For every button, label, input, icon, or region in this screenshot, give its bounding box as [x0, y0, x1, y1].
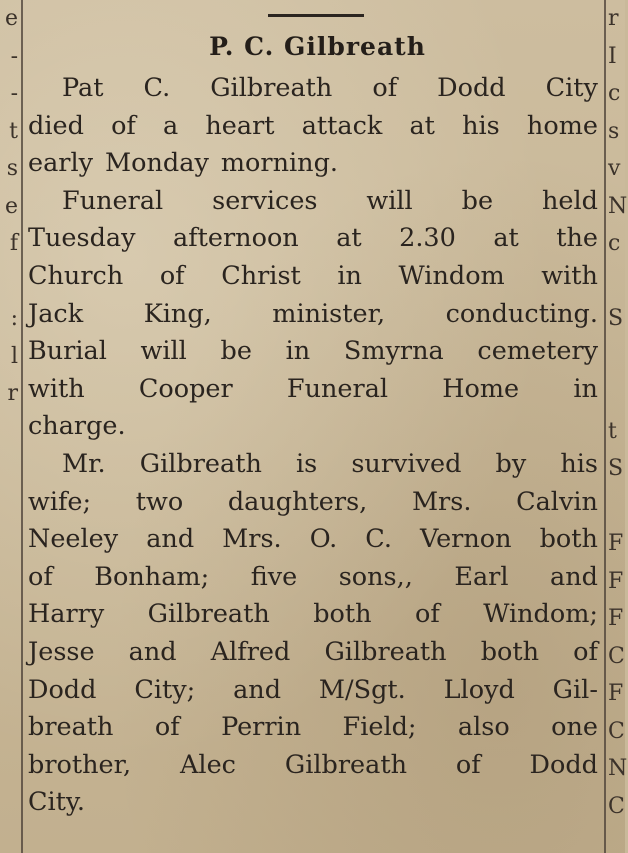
article-line	[28, 333, 598, 371]
article-line	[28, 634, 598, 672]
word: Calvin	[516, 486, 598, 517]
word: Mrs.	[222, 524, 282, 555]
article-line	[28, 296, 598, 334]
word: Funeral	[286, 373, 389, 404]
edge-fragment: -	[10, 81, 18, 106]
edge-fragment: :	[10, 306, 18, 331]
word: in	[337, 260, 362, 291]
word: be	[461, 185, 494, 216]
word: at	[409, 110, 435, 141]
word: two	[135, 486, 184, 517]
word: charge.	[28, 411, 126, 442]
edge-fragment: F	[608, 681, 624, 706]
word: Gilbreath	[139, 448, 262, 479]
edge-fragment: S	[608, 306, 624, 331]
section-divider-rule	[268, 14, 364, 17]
word: be	[220, 336, 252, 367]
article-line	[28, 521, 598, 559]
edge-fragment: c	[608, 81, 621, 106]
word: Gilbreath	[147, 599, 270, 630]
edge-fragment	[0, 600, 18, 638]
article-line	[28, 709, 598, 747]
word: with	[28, 373, 85, 404]
article-line	[28, 596, 598, 634]
adjacent-column-right-fragments	[608, 0, 628, 825]
edge-fragment: I	[608, 43, 617, 69]
obituary-body	[28, 70, 598, 822]
word: and	[233, 674, 282, 705]
article-line	[28, 183, 598, 221]
word: Gilbreath	[284, 749, 407, 780]
word: Alfred	[210, 636, 291, 667]
edge-fragment	[0, 525, 18, 563]
word: Cooper	[138, 373, 233, 404]
article-line	[28, 446, 598, 484]
edge-fragment: F	[608, 531, 624, 556]
word: of	[455, 749, 481, 780]
word: services	[212, 185, 318, 216]
word: conducting.	[445, 298, 598, 329]
word: Lloyd	[443, 674, 515, 705]
word: Church	[28, 260, 124, 291]
word: wife;	[28, 486, 92, 517]
word: Windom;	[483, 599, 598, 630]
word: held	[541, 185, 598, 216]
word: Gilbreath	[324, 636, 447, 667]
word: will	[366, 185, 413, 216]
obituary-heading: P. C. Gilbreath	[209, 32, 426, 61]
word: the	[556, 223, 598, 254]
edge-fragment: F	[608, 568, 624, 594]
word: at	[493, 223, 519, 254]
word: attack	[301, 110, 383, 141]
article-line	[28, 220, 598, 258]
word: daughters,	[227, 486, 368, 517]
edge-fragment	[608, 488, 628, 526]
word: with	[541, 260, 598, 291]
column-rule-right	[604, 0, 606, 853]
word: his	[560, 448, 598, 479]
edge-fragment: t	[608, 418, 617, 444]
edge-fragment: e	[4, 193, 18, 219]
word: of	[159, 260, 185, 291]
edge-fragment: v	[608, 156, 621, 181]
word: will	[140, 336, 187, 367]
word: Alec	[180, 749, 236, 780]
word: of	[154, 712, 180, 743]
word: both	[480, 636, 540, 667]
word: O.	[309, 524, 338, 555]
edge-fragment: s	[6, 156, 18, 181]
word: by	[495, 448, 527, 479]
edge-fragment: C	[608, 793, 625, 819]
edge-fragment	[608, 263, 628, 301]
word: Field;	[342, 712, 417, 743]
word: of	[414, 599, 440, 630]
edge-fragment: -	[10, 43, 18, 69]
edge-fragment	[608, 375, 628, 413]
word: and	[550, 561, 598, 592]
edge-fragment	[0, 563, 18, 601]
edge-fragment	[0, 750, 18, 788]
word: Burial	[28, 336, 107, 367]
word: C.	[365, 524, 392, 555]
word: Gilbreath	[210, 73, 333, 103]
column-rule-left	[21, 0, 23, 853]
word: brother,	[28, 749, 132, 780]
word: Funeral	[62, 185, 164, 216]
edge-fragment: e	[4, 6, 18, 31]
edge-fragment	[0, 675, 18, 713]
word: Mr.	[62, 448, 106, 479]
word: Pat	[62, 73, 104, 103]
article-line	[28, 559, 598, 597]
word: is	[295, 448, 318, 479]
edge-fragment: N	[608, 193, 628, 219]
word: Jack	[28, 298, 84, 329]
word: early	[28, 148, 94, 179]
word: in	[285, 336, 311, 367]
word: Smyrna	[343, 336, 444, 367]
word: Dodd	[437, 73, 506, 103]
word: minister,	[272, 298, 386, 329]
edge-fragment: c	[608, 231, 621, 256]
word: 2.30	[399, 223, 456, 254]
article-line	[28, 371, 598, 409]
article-line	[28, 145, 598, 183]
word: sons,,	[338, 561, 413, 592]
edge-fragment	[608, 338, 628, 376]
word: City	[545, 73, 598, 103]
edge-fragment: N	[608, 756, 628, 781]
article-line	[28, 784, 598, 822]
word: home	[526, 110, 598, 141]
article-line	[28, 108, 598, 146]
word: and	[146, 524, 195, 555]
article-line	[28, 408, 598, 446]
word: his	[462, 110, 500, 141]
word: both	[313, 599, 372, 630]
word: Perrin	[221, 712, 302, 743]
adjacent-column-left-fragments	[0, 0, 18, 788]
word: Tuesday	[28, 223, 136, 254]
word: Dodd	[28, 674, 97, 705]
word: of	[28, 561, 53, 592]
article-line	[28, 672, 598, 710]
word: five	[250, 561, 298, 592]
edge-fragment	[0, 638, 18, 676]
word: King,	[143, 298, 212, 329]
word: at	[336, 223, 362, 254]
word: Gil-	[552, 674, 598, 705]
edge-fragment	[0, 413, 18, 451]
article-line	[28, 747, 598, 785]
word: afternoon	[173, 223, 299, 254]
word: cemetery	[477, 336, 598, 367]
word: Bonham;	[94, 561, 210, 592]
word: of	[111, 110, 136, 141]
word: a	[163, 110, 179, 141]
edge-fragment	[0, 713, 18, 751]
word: M/Sgt.	[318, 674, 406, 705]
article-line	[28, 70, 598, 108]
word: Neeley	[28, 524, 119, 555]
word: died	[28, 110, 84, 141]
edge-fragment: l	[10, 343, 18, 369]
word: Earl	[454, 561, 509, 592]
edge-fragment: F	[608, 606, 624, 631]
word: heart	[205, 110, 275, 141]
word: City;	[134, 674, 196, 705]
word: both	[539, 524, 598, 555]
article-line	[28, 484, 598, 522]
edge-fragment: C	[608, 718, 625, 744]
word: of	[573, 636, 598, 667]
word: survived	[351, 448, 462, 479]
word: Vernon	[420, 524, 512, 555]
word: morning.	[220, 148, 339, 179]
word: Jesse	[28, 636, 95, 667]
word: breath	[28, 712, 114, 743]
edge-fragment	[0, 488, 18, 526]
word: Mrs.	[411, 486, 472, 517]
word: Windom	[398, 260, 505, 291]
edge-fragment	[0, 263, 18, 301]
edge-fragment: S	[608, 456, 624, 481]
word: and	[128, 636, 177, 667]
edge-fragment: C	[608, 643, 625, 669]
edge-fragment: f	[9, 231, 18, 256]
word: Dodd	[529, 749, 598, 780]
word: Harry	[28, 599, 105, 630]
edge-fragment: s	[608, 118, 620, 144]
edge-fragment: r	[7, 381, 18, 406]
word: Home	[442, 373, 520, 404]
edge-fragment: t	[9, 118, 18, 144]
edge-fragment: r	[608, 6, 619, 31]
word: Christ	[221, 260, 301, 291]
word: in	[573, 373, 598, 404]
word: of	[372, 73, 398, 103]
edge-fragment	[0, 450, 18, 488]
word: one	[551, 712, 598, 743]
word: Monday	[105, 148, 209, 179]
article-line	[28, 258, 598, 296]
word: C.	[143, 73, 171, 103]
word: City.	[28, 787, 86, 818]
word: also	[457, 712, 510, 743]
